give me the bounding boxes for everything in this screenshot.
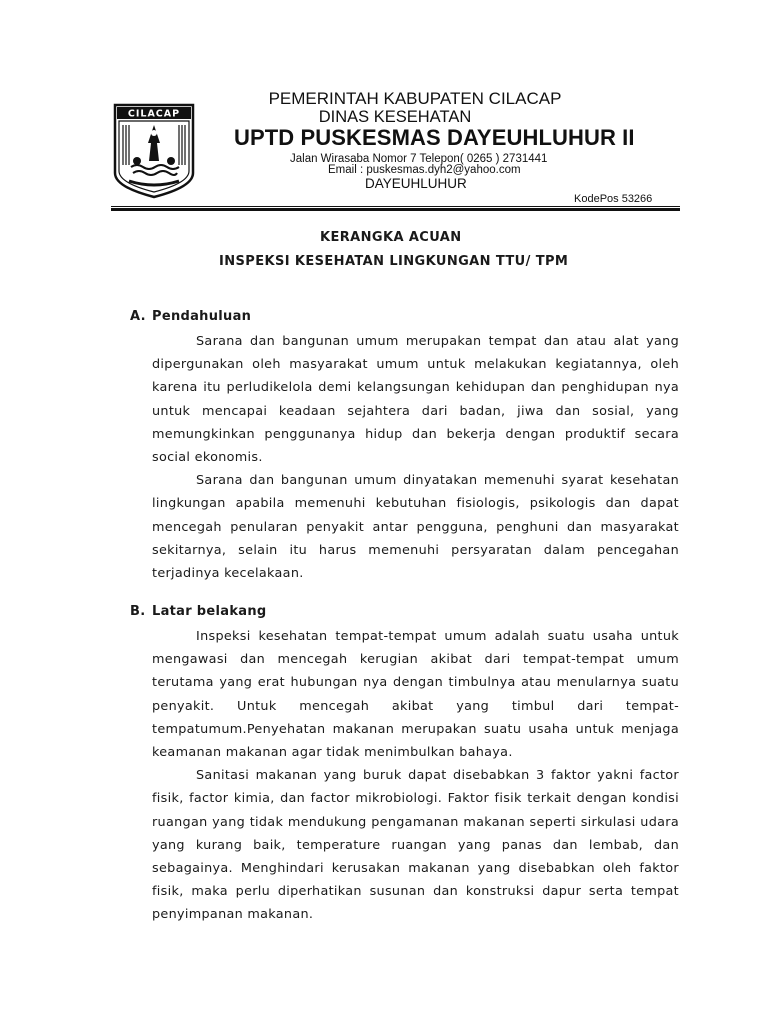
email-line: Email : puskesmas.dyh2@yahoo.com bbox=[328, 164, 521, 176]
paragraph: Inspeksi kesehatan tempat-tempat umum adalah suatu usaha untuk mengawasi dan mencegah kerugian akibat dari tempat-tempat umum terutama yang erat hubungan nya dengan timbulnya atau menularnya suatu penyakit. Untuk mencegah akibat yang timbul dari tempat-tempatumum.Penyehatan makanan merupakan suatu usaha untuk menjaga keamanan makanan agar tidak menimbulkan bahaya. bbox=[152, 629, 679, 761]
section-letter: B. bbox=[130, 604, 146, 619]
section-letter: A. bbox=[130, 309, 146, 324]
paragraph: Sarana dan bangunan umum dinyatakan memenuhi syarat kesehatan lingkungan apabila memenuhi kebutuhan fisiologis, psikologis dan dapat mencegah penularan penyakit antar pengguna, penghuni dan masyarakat sekitarnya, selain itu harus memenuhi persyaratan dalam pencegahan terjadinya kecelakaan. bbox=[152, 473, 679, 582]
address-line: Jalan Wirasaba Nomor 7 Telepon( 0265 ) 2731441 bbox=[290, 153, 548, 165]
postal-code: KodePos 53266 bbox=[574, 193, 653, 205]
document-subtitle: INSPEKSI KESEHATAN LINGKUNGAN TTU/ TPM bbox=[219, 254, 569, 269]
government-name: PEMERINTAH KABUPATEN CILACAP bbox=[268, 89, 562, 108]
section-pendahuluan bbox=[130, 308, 690, 585]
town-name: DAYEUHLUHUR bbox=[365, 176, 467, 191]
document-title: KERANGKA ACUAN bbox=[320, 230, 462, 245]
letterhead-rule-thin bbox=[111, 206, 680, 207]
paragraph: Sanitasi makanan yang buruk dapat disebabkan 3 faktor yakni factor fisik, factor kimia, dan factor mikrobiologi. Faktor fisik terkait dengan kondisi ruangan yang tidak mendukung pengamanan makanan seperti sirkulasi udara yang kurang baik, temperature ruangan yang panas dan lembab, dan sebagainya. Menghindari kerusakan makanan yang disebabkan oleh faktor fisik, maka perlu diperhatikan susunan dan konstruksi dapur serta tempat penyimpanan makanan. bbox=[152, 768, 679, 923]
department-name: DINAS KESEHATAN bbox=[318, 108, 472, 126]
section-heading bbox=[130, 603, 690, 625]
svg-text:CILACAP: CILACAP bbox=[127, 108, 181, 120]
section-heading bbox=[130, 308, 690, 330]
letterhead-rule-thick bbox=[111, 208, 680, 211]
section-latar-belakang bbox=[130, 603, 690, 927]
cilacap-regency-logo bbox=[113, 103, 195, 199]
section-title: Latar belakang bbox=[152, 604, 267, 619]
paragraph: Sarana dan bangunan umum merupakan tempat dan atau alat yang dipergunakan oleh masyarakat umum untuk melakukan kegiatannya, oleh karena itu perludikelola demi kelangsungan kehidupan dan penghidupan nya untuk mencapai keadaan sejahtera dari badan, jiwa dan sosial, yang memungkinkan penggunanya hidup dan bekerja dengan produktif secara social ekonomis. bbox=[152, 334, 679, 466]
section-title: Pendahuluan bbox=[152, 309, 252, 324]
unit-name: UPTD PUSKESMAS DAYEUHLUHUR II bbox=[234, 125, 635, 150]
